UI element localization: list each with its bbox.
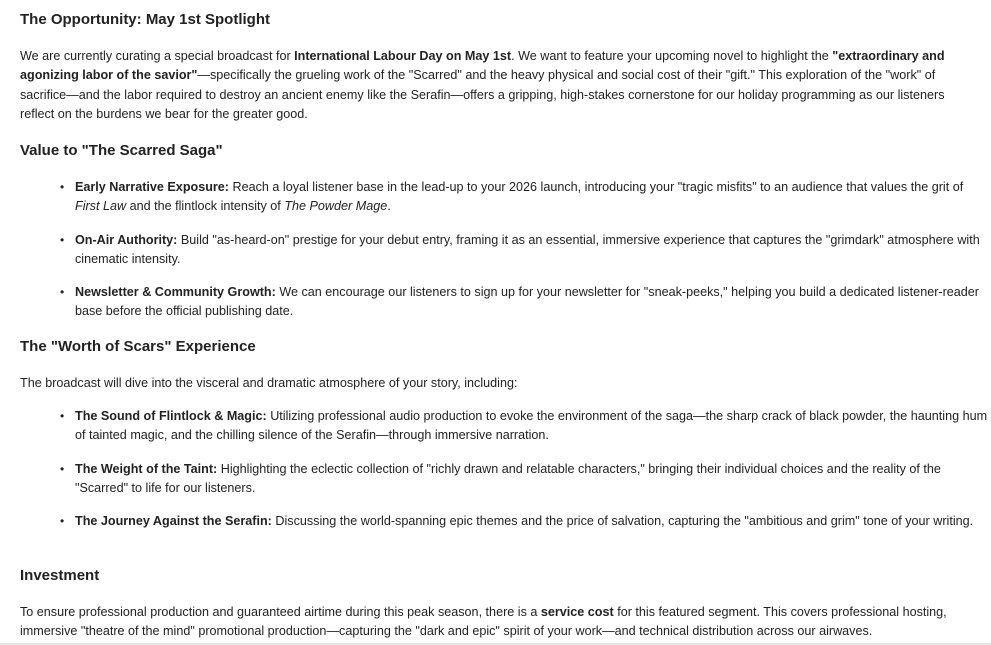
list-item xyxy=(75,407,988,446)
bold-text: "extraordinary and agonizing labor of the savior" xyxy=(20,49,945,83)
worth-list xyxy=(20,407,991,531)
item-text: . xyxy=(387,199,391,214)
section-heading-value: Value to "The Scarred Saga" xyxy=(20,142,223,159)
item-text: Build "as-heard-on" prestige for your debut entry, framing it as an essential, immersive experience that captures the "grimdark" atmosphere with cinematic intensity. xyxy=(75,232,980,266)
paragraph-opportunity xyxy=(20,47,978,124)
section-heading-worth: The "Worth of Scars" Experience xyxy=(20,338,256,355)
item-text: and the flintlock intensity of xyxy=(126,199,285,214)
bold-text: service cost xyxy=(540,605,614,619)
text-span: . We want to feature your upcoming novel to highlight the xyxy=(511,49,833,63)
text-span: for this featured segment. This covers professional hosting, immersive "theatre of the mind" promotional production—capturing the "dark and epic" spirit of your work—and technical distribution across our airwaves. xyxy=(20,605,947,639)
item-text: Highlighting the eclectic collection of "richly drawn and relatable characters," bringing their individual choices and the reality of the "Scarred" to life for our listeners. xyxy=(75,461,941,495)
italic-title: The Powder Mage xyxy=(284,199,388,214)
item-label: The Sound of Flintlock & Magic: xyxy=(75,409,267,423)
list-item xyxy=(75,460,980,499)
bold-text: International Labour Day on May 1st xyxy=(294,49,512,63)
item-label: The Journey Against the Serafin: xyxy=(75,514,272,529)
italic-title: First Law xyxy=(75,199,127,214)
list-item xyxy=(75,512,975,531)
item-text: Reach a loyal listener base in the lead-up to your 2026 launch, introducing your "tragic misfits" to an audience that values the grit of xyxy=(229,180,964,194)
list-item xyxy=(75,178,985,217)
text-span: We are currently curating a special broadcast for xyxy=(20,49,295,63)
text-span: —specifically the grueling work of the "Scarred" and the heavy physical and social cost of their "gift." This exploration of the "work" of sacrifice—and the labor required to destroy an ancient enemy like the Serafin—offers a gripping, high-stakes cornerstone for our holiday programming as our listeners reflect on the burdens we bear for the greater good. xyxy=(20,68,945,121)
paragraph-investment xyxy=(20,603,982,642)
item-label: On-Air Authority: xyxy=(75,232,178,247)
section-heading-opportunity: The Opportunity: May 1st Spotlight xyxy=(20,11,270,28)
item-label: Newsletter & Community Growth: xyxy=(75,285,276,300)
section-heading-investment: Investment xyxy=(20,567,100,584)
item-text: We can encourage our listeners to sign up for your newsletter for "sneak-peeks," helping you build a dedicated listener-reader base before the official publishing date. xyxy=(75,285,979,319)
item-label: Early Narrative Exposure: xyxy=(75,180,229,194)
item-text: Discussing the world-spanning epic themes and the price of salvation, capturing the "ambitious and grim" tone of your writing. xyxy=(271,514,974,529)
paragraph-worth-intro: The broadcast will dive into the visceral and dramatic atmosphere of your story, including: xyxy=(20,376,518,390)
list-item xyxy=(75,283,980,322)
item-label: The Weight of the Taint: xyxy=(75,461,218,476)
text-span: To ensure professional production and guaranteed airtime during this peak season, there is a xyxy=(20,605,541,619)
item-text: Utilizing professional audio production to evoke the environment of the saga—the sharp crack of black powder, the haunting hum of tainted magic, and the chilling silence of the Serafin—through immersive narration. xyxy=(75,409,988,443)
value-list xyxy=(20,178,991,322)
list-item xyxy=(75,231,988,270)
